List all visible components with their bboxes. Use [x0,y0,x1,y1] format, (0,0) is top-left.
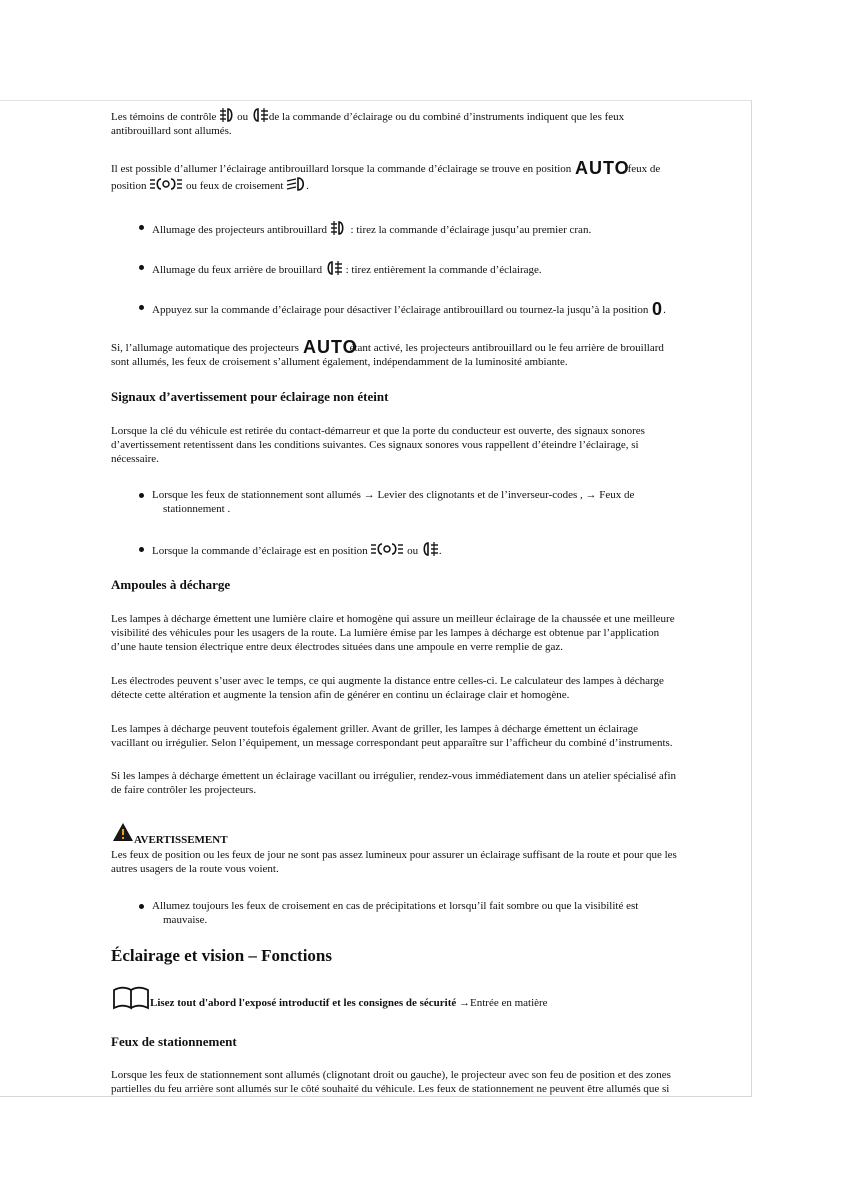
bullet-dot [139,547,144,552]
fog-rear-icon [325,260,343,276]
warning-triangle-icon [112,822,134,842]
intro-line: Lisez tout d'abord l'exposé introductif et les consignes de sécurité →Entrée en matière [112,986,548,1010]
list-item-fog-rear: Allumage du feux arrière de brouillard : tirez entièrement la commande d’éclairage. [152,260,732,277]
top-rule [0,100,752,101]
paragraph-control-lamps: Les témoins de contrôle ou de la commande d’éclairage ou du combiné d’instruments indiquent que les feux antibrouillard sont allumés. [111,107,741,138]
entree-en-matiere-link[interactable]: →Entrée en matière [456,997,548,1009]
paragraph-warning-signals: Lorsque la clé du véhicule est retirée du contact-démarreur et que la porte du conducteur est ouverte, des signaux sonores d’avertissement retentissent dans les conditions suivantes. Ces signaux sonores vous rappellent d’éteindre l’éclairage, si nécessaire. [111,425,645,465]
heading-lighting-functions: Éclairage et vision – Fonctions [111,946,332,965]
list-item-light-switch: Lorsque la commande d’éclairage est en position ou . [152,541,732,558]
bullet-dot [139,493,144,498]
fog-front-icon [219,107,237,123]
svg-text:AUTO: AUTO [302,337,358,357]
paragraph-parking-lights: Lorsque les feux de stationnement sont allumés (clignotant droit ou gauche), le projecteur avec son feu de position et des zones partielles du feu arrière sont allumés sur le côté souhaité du véhicule. Les feux de stationnement ne peuvent être allumés que si [111,1069,671,1095]
paragraph-electrodes: Les électrodes peuvent s’user avec le temps, ce qui augmente la distance entre celles-ci. Le calculateur des lampes à décharge détecte cette altération et augmente la tension afin de générer en continu un éclairage clair et homogène. [111,675,664,701]
paragraph-discharge-intro: Les lampes à décharge émettent une lumière claire et homogène qui assure un meilleur éclairage de la chaussée et une meilleure visibilité des véhicules pour les usagers de la route. La lumière émise par les lampes à décharge est obtenue par l’application d’une haute tension électrique entre deux électrodes situées dans une ampoule en verre remplie de gaz. [111,613,675,653]
right-rule [751,100,752,1096]
heading-discharge-bulbs: Ampoules à décharge [111,577,231,592]
bullet-dot [139,225,144,230]
list-item-low-beam-warning: Allumez toujours les feux de croisement en cas de précipitations et lorsqu’il fait sombre ou que la visibilité est mauvaise. [152,900,639,926]
book-icon [112,986,150,1010]
heading-parking-lights: Feux de stationnement [111,1034,237,1049]
bottom-rule [0,1096,752,1097]
fog-rear-icon [251,107,269,123]
auto-symbol [302,337,358,357]
heading-signals: Signaux d’avertissement pour éclairage non éteint [111,389,389,404]
warning-title: AVERTISSEMENT [134,834,228,846]
warning-text: Les feux de position ou les feux de jour ne sont pas assez lumineux pour assurer un éclairage suffisant de la route et pour que les autres usagers de la route vous voient. [111,849,677,875]
position-light-icon [370,541,404,557]
paragraph-auto-lights: Si, l’allumage automatique des projecteurs AUTO étant activé, les projecteurs antibrouillard ou le feu arrière de brouillard sont allumés, les feux de croisement s’allument également, indépendamment de la luminosité ambiante. [111,337,664,368]
fog-front-icon [330,220,348,236]
position-light-icon [149,176,183,192]
low-beam-icon [286,176,306,192]
paragraph-burnout: Les lampes à décharge peuvent toutefois également griller. Avant de griller, les lampes à décharge émettent un éclairage vacillant ou irrégulier. Selon l’équipement, un message correspondant peut apparaître sur l’afficheur du combiné d’instruments. [111,723,673,749]
position-zero-symbol [651,299,663,317]
bullet-dot [139,265,144,270]
bullet-dot [139,904,144,909]
list-item-parking-lights: Lorsque les feux de stationnement sont allumés → Levier des clignotants et de l’inverseur-codes , → Feux de stationnement . [152,489,635,515]
auto-symbol [574,158,630,178]
svg-text:AUTO: AUTO [575,158,630,178]
paragraph-flicker: Si les lampes à décharge émettent un éclairage vacillant ou irrégulier, rendez-vous immédiatement dans un atelier spécialisé afin de faire contrôler les projecteurs. [111,770,677,796]
paragraph-fog-positions: Il est possible d’allumer l’éclairage antibrouillard lorsque la commande d’éclairage se trouve en position AUTO , feux de position ou feux de croisement . [111,158,661,192]
fog-rear-icon [421,541,439,557]
svg-text:0: 0 [652,299,663,319]
list-item-deactivate: Appuyez sur la commande d’éclairage pour désactiver l’éclairage antibrouillard ou tournez-la jusqu’à la position 0 . [152,299,666,319]
list-item-fog-front: Allumage des projecteurs antibrouillard : tirez la commande d’éclairage jusqu’au premier cran. [152,220,732,237]
bullet-dot [139,305,144,310]
